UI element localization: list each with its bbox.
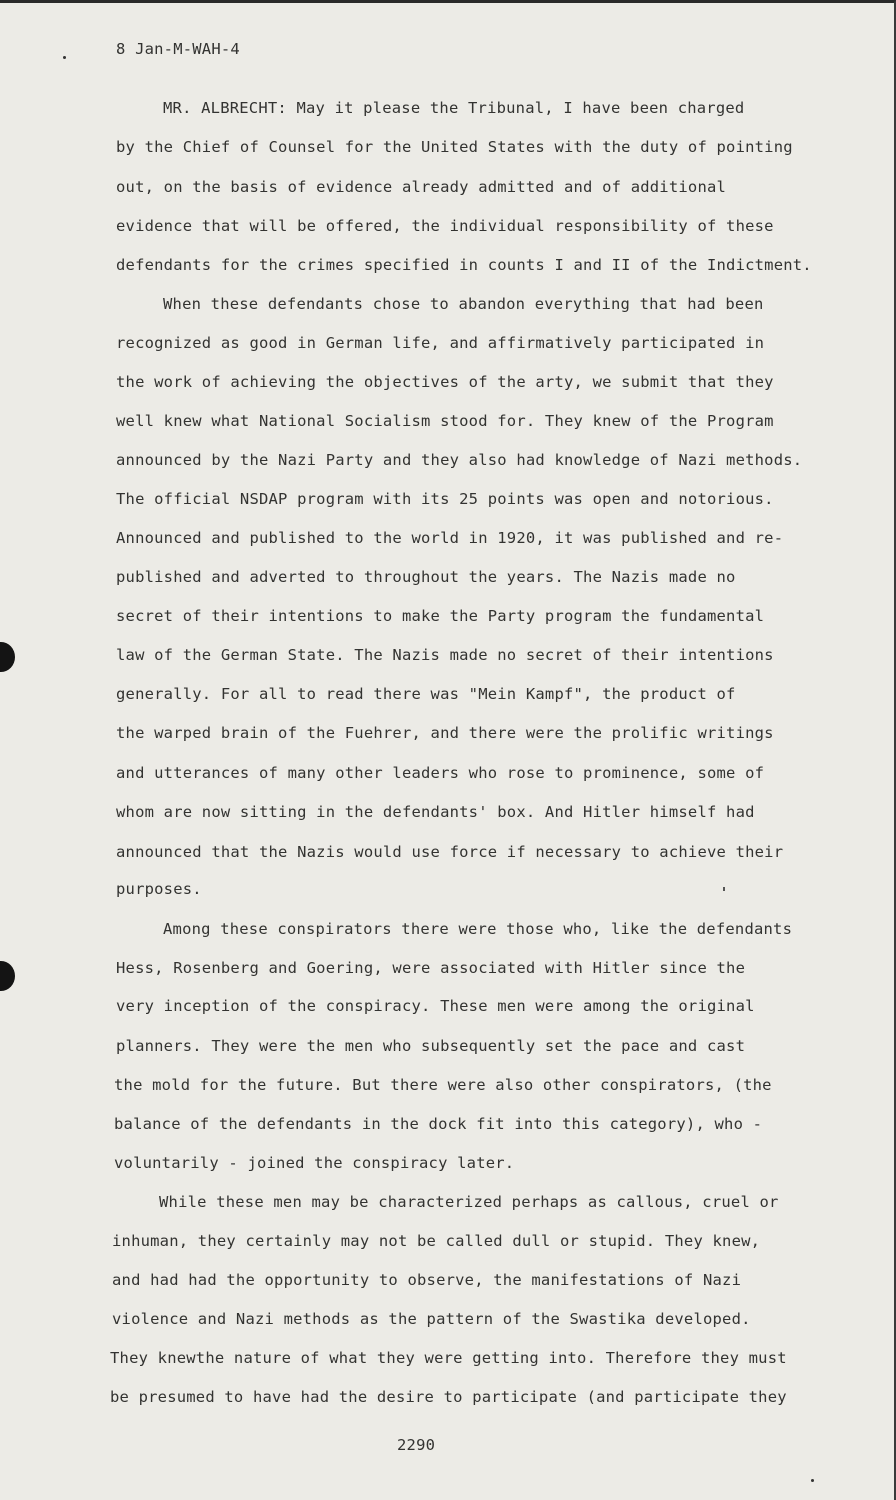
document-header-id: 8 Jan-M-WAH-4 xyxy=(116,40,240,58)
text-line: by the Chief of Counsel for the United States with the duty of pointing xyxy=(116,138,793,156)
text-line: the warped brain of the Fuehrer, and there were the prolific writings xyxy=(116,724,774,742)
text-line: Hess, Rosenberg and Goering, were associated with Hitler since the xyxy=(116,959,746,977)
text-line: defendants for the crimes specified in counts I and II of the Indictment. xyxy=(116,256,812,274)
text-line: whom are now sitting in the defendants' box. And Hitler himself had xyxy=(116,803,755,821)
ink-speck xyxy=(811,1479,814,1482)
punch-hole xyxy=(0,642,15,672)
text-line: voluntarily - joined the conspiracy later. xyxy=(114,1154,515,1172)
text-line: out, on the basis of evidence already admitted and of additional xyxy=(116,178,727,196)
text-line: very inception of the conspiracy. These men were among the original xyxy=(116,997,755,1015)
text-line: When these defendants chose to abandon everything that had been xyxy=(163,295,764,313)
text-line: the mold for the future. But there were also other conspirators, (the xyxy=(114,1076,772,1094)
text-line: violence and Nazi methods as the pattern of the Swastika developed. xyxy=(112,1310,751,1328)
ink-speck xyxy=(723,887,725,891)
text-line: The official NSDAP program with its 25 points was open and notorious. xyxy=(116,490,774,508)
text-line: While these men may be characterized perhaps as callous, cruel or xyxy=(159,1193,779,1211)
text-line: the work of achieving the objectives of the arty, we submit that they xyxy=(116,373,774,391)
text-line: balance of the defendants in the dock fit into this category), who - xyxy=(114,1115,763,1133)
text-line: Announced and published to the world in 1920, it was published and re- xyxy=(116,529,784,547)
text-line: generally. For all to read there was "Mein Kampf", the product of xyxy=(116,685,736,703)
text-line: evidence that will be offered, the individual responsibility of these xyxy=(116,217,774,235)
text-line: purposes. xyxy=(116,880,202,898)
text-line: recognized as good in German life, and affirmatively participated in xyxy=(116,334,765,352)
text-line: secret of their intentions to make the Party program the fundamental xyxy=(116,607,765,625)
text-line: MR. ALBRECHT: May it please the Tribunal, I have been charged xyxy=(163,99,745,117)
text-line: law of the German State. The Nazis made no secret of their intentions xyxy=(116,646,774,664)
text-line: planners. They were the men who subsequently set the pace and cast xyxy=(116,1037,746,1055)
text-line: well knew what National Socialism stood for. They knew of the Program xyxy=(116,412,774,430)
text-line: They knewthe nature of what they were getting into. Therefore they must xyxy=(110,1349,787,1367)
text-line: announced that the Nazis would use force if necessary to achieve their xyxy=(116,843,784,861)
text-line: published and adverted to throughout the years. The Nazis made no xyxy=(116,568,736,586)
ink-speck xyxy=(63,56,66,59)
text-line: be presumed to have had the desire to participate (and participate they xyxy=(110,1388,787,1406)
text-line: announced by the Nazi Party and they also had knowledge of Nazi methods. xyxy=(116,451,803,469)
text-line: and had had the opportunity to observe, the manifestations of Nazi xyxy=(112,1271,742,1289)
punch-hole xyxy=(0,961,15,991)
text-line: inhuman, they certainly may not be called dull or stupid. They knew, xyxy=(112,1232,761,1250)
text-line: and utterances of many other leaders who rose to prominence, some of xyxy=(116,764,765,782)
page-number: 2290 xyxy=(397,1436,436,1454)
text-line: Among these conspirators there were those who, like the defendants xyxy=(163,920,793,938)
